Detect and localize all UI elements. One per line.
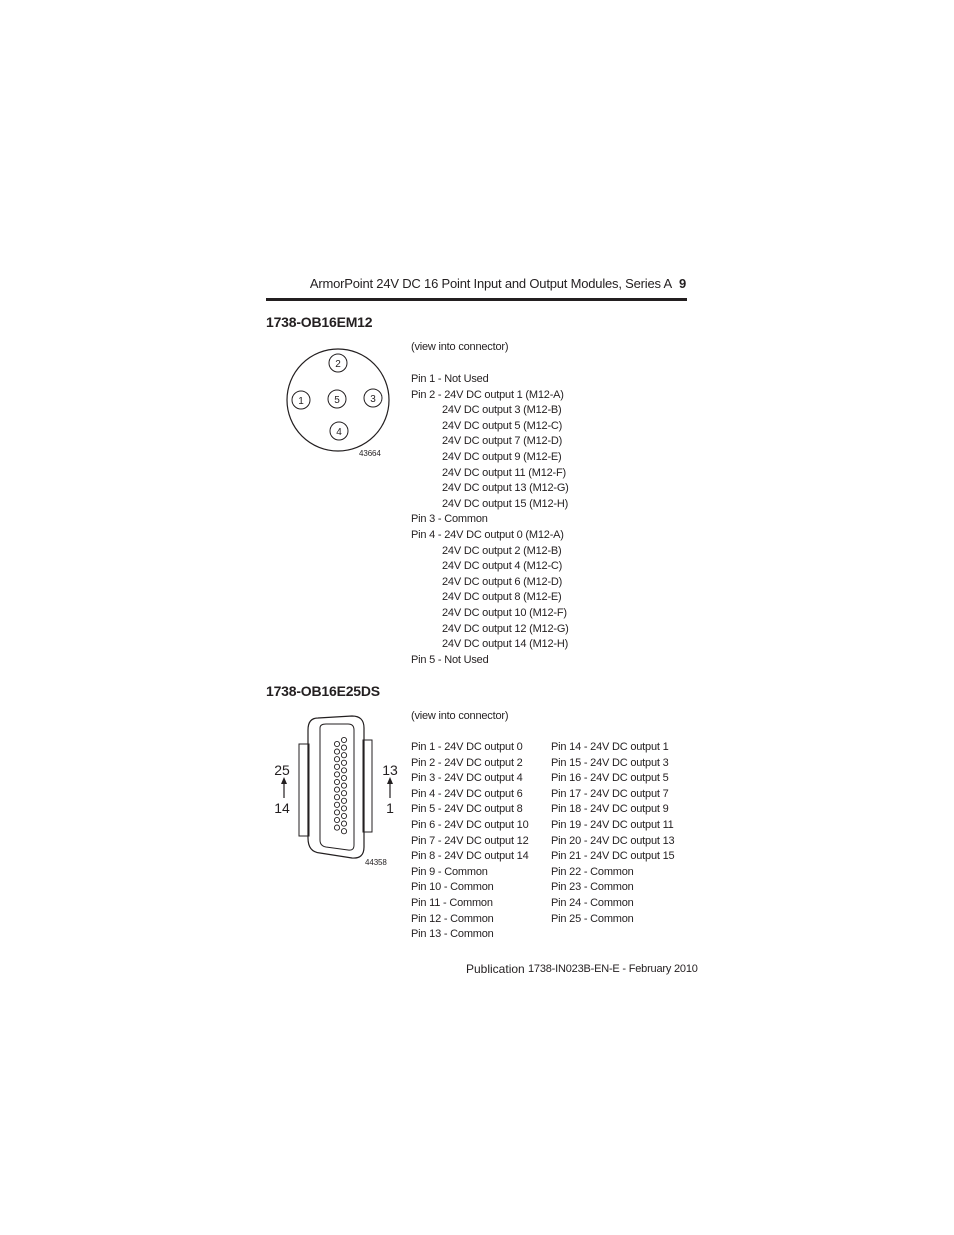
d25-left-arrow-head [281,777,287,784]
d25-label-25: 25 [274,762,290,778]
d25-pin-line: Pin 4 - 24V DC output 6 [411,787,523,800]
m12-pin-2-label: 2 [335,359,341,370]
d25-pin-line: Pin 14 - 24V DC output 1 [551,741,669,753]
m12-pin-line: 24V DC output 15 (M12-H) [442,497,569,510]
d25-pin-hole [334,787,339,792]
footer-publication-code: 1738-IN023B-EN-E - February 2010 [528,963,698,975]
d25-pin-line: Pin 5 - 24V DC output 8 [411,803,523,816]
d25-pin-line: Pin 20 - 24V DC output 13 [551,834,675,847]
m12-pin-1-label: 1 [298,396,304,407]
d25-pin-list-right [551,740,674,927]
d25-label-1: 1 [386,800,394,816]
d25-pin-group [334,737,346,833]
d25-pin-hole [341,798,346,803]
m12-pin-line: 24V DC output 10 (M12-F) [442,606,567,619]
section-title-d25: 1738-OB16E25DS [266,683,380,699]
m12-pin-line: 24V DC output 5 (M12-C) [442,419,563,432]
d25-pin-line: Pin 16 - 24V DC output 5 [551,772,669,785]
m12-pin-line: 24V DC output 13 (M12-G) [442,482,569,495]
d25-pin-line: Pin 11 - Common [411,896,493,909]
m12-pin-line: 24V DC output 6 (M12-D) [442,575,563,588]
m12-pin-line: 24V DC output 12 (M12-G) [442,622,569,635]
d25-pin-line: Pin 8 - 24V DC output 14 [411,850,529,863]
d25-pin-line: Pin 9 - Common [411,865,488,878]
d25-label-14: 14 [274,800,290,816]
d25-pin-line: Pin 19 - 24V DC output 11 [551,818,674,831]
d25-pin-hole [334,795,339,800]
m12-pin-line: 24V DC output 2 (M12-B) [442,544,562,557]
m12-pin-line: 24V DC output 14 (M12-H) [442,638,569,651]
d25-figure-id: 44358 [365,858,387,867]
d25-pin-hole [341,783,346,788]
d25-label-13: 13 [382,762,398,778]
d25-pin-line: Pin 3 - 24V DC output 4 [411,772,523,785]
m12-pin-line: 24V DC output 8 (M12-E) [442,591,562,604]
d25-right-arrow-head [387,777,393,784]
m12-figure-id: 43664 [359,449,381,458]
d25-pin-line: Pin 7 - 24V DC output 12 [411,834,529,847]
header-rule [266,298,687,301]
d25-pin-line: Pin 17 - 24V DC output 7 [551,787,669,800]
d25-pin-hole [341,791,346,796]
d25-pin-hole [334,817,339,822]
section-title-m12: 1738-OB16EM12 [266,314,373,330]
d25-pin-hole [334,757,339,762]
d25-pin-line: Pin 24 - Common [551,896,634,909]
d25-pin-hole [341,737,346,742]
d25-pin-hole [341,753,346,758]
d25-pin-hole [334,802,339,807]
footer-publication-label: Publication [466,962,525,976]
d25-pin-hole [341,806,346,811]
d25-pin-hole [341,745,346,750]
d25-pin-line: Pin 22 - Common [551,865,634,878]
d25-pin-hole [341,813,346,818]
d25-pin-line: Pin 13 - Common [411,928,494,941]
m12-connector-diagram [280,342,400,464]
d25-pin-hole [334,810,339,815]
running-header-title: ArmorPoint 24V DC 16 Point Input and Output Modules, Series A [309,276,672,291]
d25-pin-line: Pin 15 - 24V DC output 3 [551,756,669,769]
d25-pin-hole [341,821,346,826]
d25-pin-line: Pin 25 - Common [551,912,634,925]
m12-pin-list [411,372,569,668]
m12-pin-line: 24V DC output 7 (M12-D) [442,435,563,448]
m12-pin-line: Pin 1 - Not Used [411,373,489,385]
d25-pin-hole [334,825,339,830]
d25-view-note: (view into connector) [411,710,509,722]
d25-pin-line: Pin 23 - Common [551,881,634,894]
m12-pin-line: Pin 3 - Common [411,513,488,526]
d25-pin-hole [341,829,346,834]
m12-pin-line: Pin 2 - 24V DC output 1 (M12-A) [411,388,564,401]
d25-pin-hole [341,775,346,780]
d25-pin-line: Pin 21 - 24V DC output 15 [551,850,675,863]
d25-pin-line: Pin 1 - 24V DC output 0 [411,741,523,753]
m12-pin-4-label: 4 [336,427,342,438]
m12-pin-line: 24V DC output 3 (M12-B) [442,404,562,417]
d25-pin-hole [334,764,339,769]
m12-pin-line: 24V DC output 4 (M12-C) [442,560,563,573]
d25-pin-hole [334,749,339,754]
m12-pin-line: 24V DC output 9 (M12-E) [442,450,562,463]
m12-view-note: (view into connector) [411,341,509,353]
d25-connector-diagram [268,710,408,860]
m12-pin-line: Pin 5 - Not Used [411,653,489,666]
d25-pin-hole [334,772,339,777]
d25-pin-line: Pin 10 - Common [411,881,494,894]
d25-pin-line: Pin 18 - 24V DC output 9 [551,803,669,816]
m12-pin-5-label: 5 [334,395,340,406]
m12-pin-line: 24V DC output 11 (M12-F) [442,466,566,479]
d25-pin-line: Pin 2 - 24V DC output 2 [411,756,523,769]
m12-pin-3-label: 3 [370,394,376,405]
d25-pin-hole [334,741,339,746]
d25-pin-hole [341,760,346,765]
d25-pin-hole [334,779,339,784]
d25-pin-line: Pin 12 - Common [411,912,494,925]
d25-pin-line: Pin 6 - 24V DC output 10 [411,818,529,831]
d25-pin-list-left [411,740,529,943]
page-number: 9 [679,276,687,291]
m12-pin-line: Pin 4 - 24V DC output 0 (M12-A) [411,528,564,541]
d25-pin-hole [341,768,346,773]
